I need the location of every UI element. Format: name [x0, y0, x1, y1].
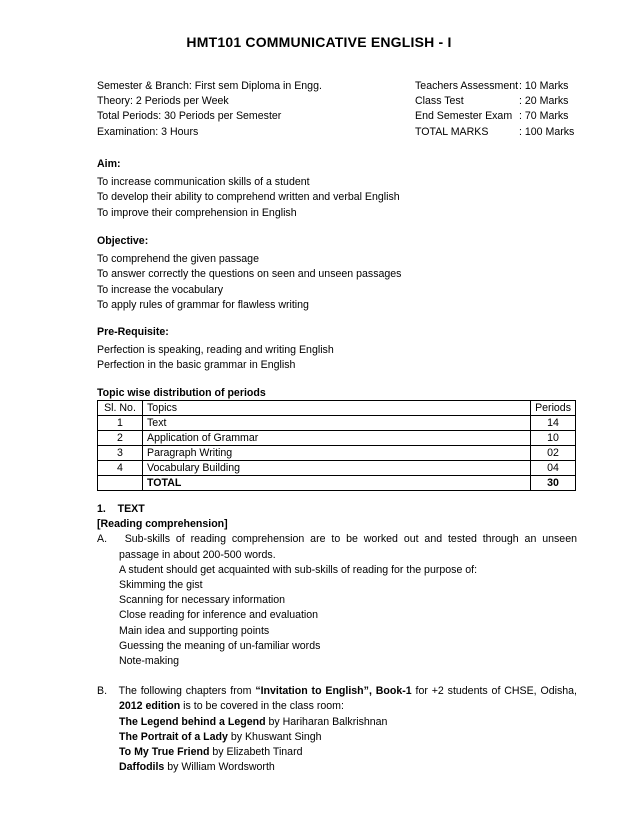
meta-total-periods: Total Periods: 30 Periods per Semester [97, 110, 282, 123]
item-b-book: “Invitation to English”, Book-1 [255, 685, 412, 698]
item-a-line2: passage in about 200-500 words. [119, 548, 276, 561]
cell-sl-no: 2 [98, 431, 143, 446]
cell-periods: 14 [531, 416, 576, 431]
objective-section [97, 234, 577, 313]
cell-sl-no: 1 [98, 416, 143, 431]
chapter-title: The Legend behind a Legend [119, 715, 266, 728]
list-item: Skimming the gist [119, 579, 203, 592]
prerequisite-item: Perfection is speaking, reading and writing English [97, 344, 334, 357]
prerequisite-heading: Pre-Requisite: [97, 326, 169, 338]
section-number: 1. [97, 503, 106, 515]
cell-topic: Paragraph Writing [143, 446, 531, 461]
text-section [97, 502, 577, 775]
meta-value-teachers-assessment: : 10 Marks [519, 80, 569, 92]
list-item: Scanning for necessary information [119, 594, 286, 607]
meta-semester: Semester & Branch: First sem Diploma in Engg. [97, 80, 322, 92]
cell-total-label: TOTAL [143, 476, 531, 491]
cell-topic: Vocabulary Building [143, 461, 531, 476]
prerequisite-section [97, 325, 577, 374]
item-b-edition: 2012 edition [119, 700, 181, 713]
cell-empty [98, 476, 143, 491]
table-total-row [98, 476, 576, 491]
meta-value-total-marks: : 100 Marks [519, 125, 575, 138]
chapter-item [97, 730, 577, 745]
table-row [98, 416, 576, 431]
course-meta [97, 79, 577, 140]
meta-value-class-test: : 20 Marks [519, 95, 569, 108]
header-periods: Periods [531, 401, 576, 416]
cell-total-periods: 30 [531, 476, 576, 491]
item-a-marker: A. [97, 533, 108, 546]
meta-row [97, 94, 577, 109]
chapter-item [97, 715, 577, 730]
list-item: Guessing the meaning of un-familiar words [119, 639, 321, 652]
table-row [98, 461, 576, 476]
cell-periods: 10 [531, 431, 576, 446]
objective-item: To increase the vocabulary [97, 283, 224, 296]
meta-label-total-marks: TOTAL MARKS [415, 125, 489, 138]
aim-section [97, 157, 577, 221]
item-b-marker: B. [97, 685, 108, 698]
page-title: HMT101 COMMUNICATIVE ENGLISH - I [186, 34, 452, 50]
cell-periods: 02 [531, 446, 576, 461]
item-a [97, 532, 577, 669]
list-item: Close reading for inference and evaluation [119, 609, 319, 622]
objective-item: To apply rules of grammar for flawless writing [97, 298, 309, 311]
item-a-line [97, 532, 577, 547]
meta-examination: Examination: 3 Hours [97, 125, 199, 138]
item-a-line3: A student should get acquainted with sub-skills of reading for the purpose of: [119, 563, 478, 576]
text-section-heading [97, 502, 577, 517]
chapter-author: by Hariharan Balkrishnan [265, 715, 388, 728]
chapter-author: by Elizabeth Tinard [209, 746, 303, 759]
aim-item: To improve their comprehension in English [97, 206, 297, 219]
reading-comprehension-subheading: [Reading comprehension] [97, 518, 228, 531]
list-item: Main idea and supporting points [119, 624, 270, 637]
meta-row [97, 109, 577, 124]
table-row [98, 431, 576, 446]
objective-item: To comprehend the given passage [97, 253, 259, 266]
chapter-title: The Portrait of a Lady [119, 730, 228, 743]
cell-periods: 04 [531, 461, 576, 476]
objective-heading: Objective: [97, 235, 149, 247]
item-b [97, 684, 577, 775]
meta-theory: Theory: 2 Periods per Week [97, 95, 229, 108]
aim-heading: Aim: [97, 158, 121, 170]
topic-distribution-table [97, 400, 576, 491]
table-row [98, 446, 576, 461]
cell-sl-no: 3 [98, 446, 143, 461]
chapter-author: by William Wordsworth [164, 761, 275, 774]
meta-value-end-semester: : 70 Marks [519, 110, 569, 123]
section-title: TEXT [117, 503, 145, 515]
cell-topic: Text [143, 416, 531, 431]
chapter-title: Daffodils [119, 761, 165, 774]
item-b-line2 [97, 699, 577, 714]
chapter-item [97, 760, 577, 775]
item-b-pre: The following chapters from [118, 685, 256, 698]
cell-sl-no: 4 [98, 461, 143, 476]
item-b-post: for +2 students of CHSE, Odisha, [411, 685, 577, 698]
chapter-item [97, 745, 577, 760]
meta-row [97, 125, 577, 140]
meta-label-class-test: Class Test [415, 95, 464, 108]
distribution-heading: Topic wise distribution of periods [97, 387, 266, 399]
meta-label-teachers-assessment: Teachers Assessment [415, 80, 519, 92]
prerequisite-item: Perfection in the basic grammar in English [97, 359, 296, 372]
chapter-title: To My True Friend [119, 746, 210, 759]
item-b-edition-post: is to be covered in the class room: [180, 700, 344, 713]
cell-topic: Application of Grammar [143, 431, 531, 446]
aim-item: To increase communication skills of a student [97, 176, 310, 189]
header-topics: Topics [143, 401, 531, 416]
item-a-text: Sub-skills of reading comprehension are to be worked out and tested through an unseen [124, 533, 577, 546]
header-sl-no: Sl. No. [98, 401, 143, 416]
table-header-row [98, 401, 576, 416]
chapter-author: by Khuswant Singh [227, 730, 322, 743]
meta-row [97, 79, 577, 94]
aim-item: To develop their ability to comprehend written and verbal English [97, 191, 400, 204]
objective-item: To answer correctly the questions on seen and unseen passages [97, 268, 402, 281]
list-item: Note-making [119, 655, 180, 668]
meta-label-end-semester: End Semester Exam [415, 110, 513, 123]
item-b-line [97, 684, 577, 699]
